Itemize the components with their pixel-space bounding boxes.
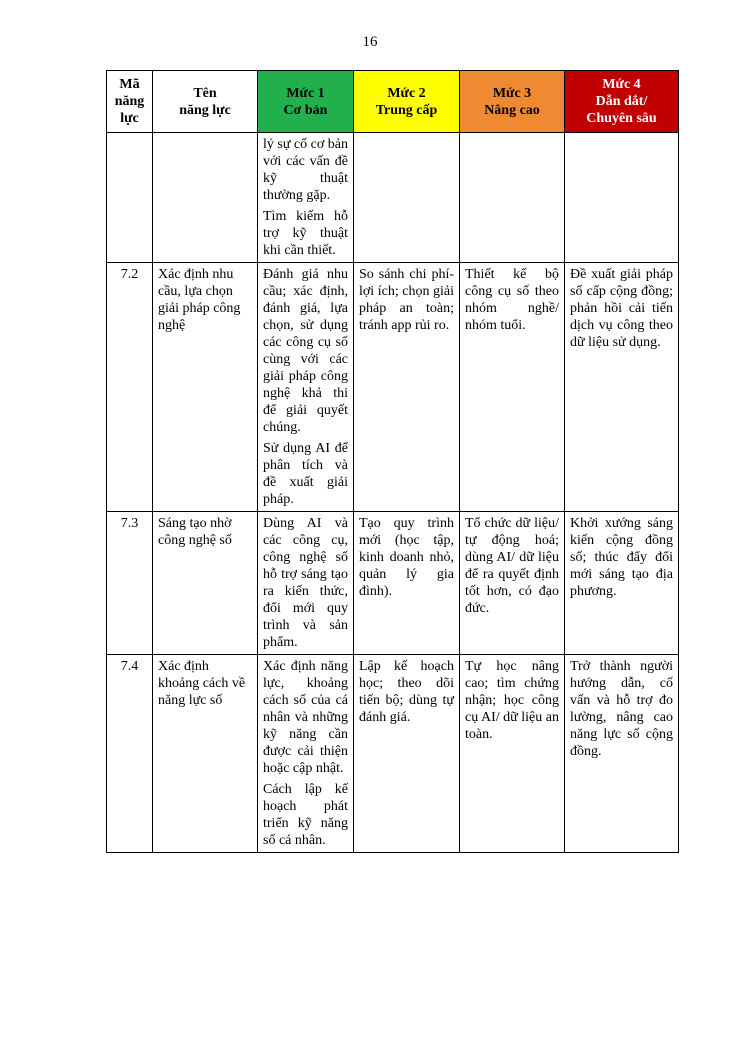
cell-code: 7.3 (107, 512, 153, 655)
cell-code: 7.4 (107, 655, 153, 853)
cell-paragraph: Đánh giá nhu cầu; xác định, đánh giá, lựa chọn, sử dụng các công cụ số cùng với các giải pháp công nghệ khả thi để giải quyết chúng. (263, 267, 348, 435)
cell-level-3: Tổ chức dữ liệu/ tự động hoá; dùng AI/ dữ liệu để ra quyết định tốt hơn, có đạo đức. (460, 512, 565, 655)
cell-level-2 (354, 133, 460, 263)
cell-level-3: Thiết kế bộ công cụ số theo nhóm nghề/ nhóm tuổi. (460, 263, 565, 512)
header-name: Tên năng lực (153, 71, 258, 133)
table-row (107, 512, 679, 655)
cell-name: Xác định khoảng cách về năng lực số (153, 655, 258, 853)
cell-code: 7.2 (107, 263, 153, 512)
cell-level-1 (258, 512, 354, 655)
header-level-1: Mức 1 Cơ bản (258, 71, 354, 133)
cell-name: Xác định nhu cầu, lựa chọn giải pháp công nghệ (153, 263, 258, 512)
cell-level-3: Tự học nâng cao; tìm chứng nhận; học công cụ AI/ dữ liệu an toàn. (460, 655, 565, 853)
cell-level-3 (460, 133, 565, 263)
cell-level-2: So sánh chi phí-lợi ích; chọn giải pháp an toàn; tránh app rủi ro. (354, 263, 460, 512)
cell-level-1 (258, 133, 354, 263)
cell-paragraph: Dùng AI và các công cụ, công nghệ số hỗ trợ sáng tạo ra kiến thức, đổi mới quy trình và sản phẩm. (263, 516, 348, 650)
cell-level-1 (258, 655, 354, 853)
cell-paragraph: Tìm kiếm hỗ trợ kỹ thuật khi cần thiết. (263, 209, 348, 258)
cell-paragraph: lý sự cố cơ bản với các vấn đề kỹ thuật thường gặp. (263, 137, 348, 203)
cell-level-4 (565, 133, 679, 263)
cell-level-4: Trở thành người hướng dẫn, cố vấn và hỗ trợ đo lường, nâng cao năng lực số cộng đồng. (565, 655, 679, 853)
cell-code (107, 133, 153, 263)
table-row (107, 133, 679, 263)
cell-level-4: Khởi xướng sáng kiến cộng đồng số; thúc đẩy đổi mới sáng tạo địa phương. (565, 512, 679, 655)
competency-table (106, 70, 679, 853)
cell-level-2: Lập kế hoạch học; theo dõi tiến bộ; dùng tự đánh giá. (354, 655, 460, 853)
header-level-3: Mức 3 Nâng cao (460, 71, 565, 133)
table-row (107, 655, 679, 853)
page-number: 16 (362, 34, 378, 50)
header-code: Mã năng lực (107, 71, 153, 133)
cell-level-2: Tạo quy trình mới (học tập, kinh doanh nhỏ, quản lý gia đình). (354, 512, 460, 655)
cell-paragraph: Sử dụng AI để phân tích và đề xuất giải pháp. (263, 441, 348, 507)
cell-name: Sáng tạo nhờ công nghệ số (153, 512, 258, 655)
cell-paragraph: Xác định năng lực, khoảng cách số của cá nhân và những kỹ năng cần được cải thiện hoặc cập nhật. (263, 659, 348, 776)
table-row (107, 263, 679, 512)
header-level-4: Mức 4 Dẫn dắt/ Chuyên sâu (565, 71, 679, 133)
cell-level-1 (258, 263, 354, 512)
table-header-row (107, 71, 679, 133)
header-level-2: Mức 2 Trung cấp (354, 71, 460, 133)
cell-paragraph: Cách lập kế hoạch phát triển kỹ năng số cá nhân. (263, 782, 348, 848)
cell-name (153, 133, 258, 263)
cell-level-4: Đề xuất giải pháp số cấp cộng đồng; phản hồi cải tiến dịch vụ công theo dữ liệu sử dụng. (565, 263, 679, 512)
